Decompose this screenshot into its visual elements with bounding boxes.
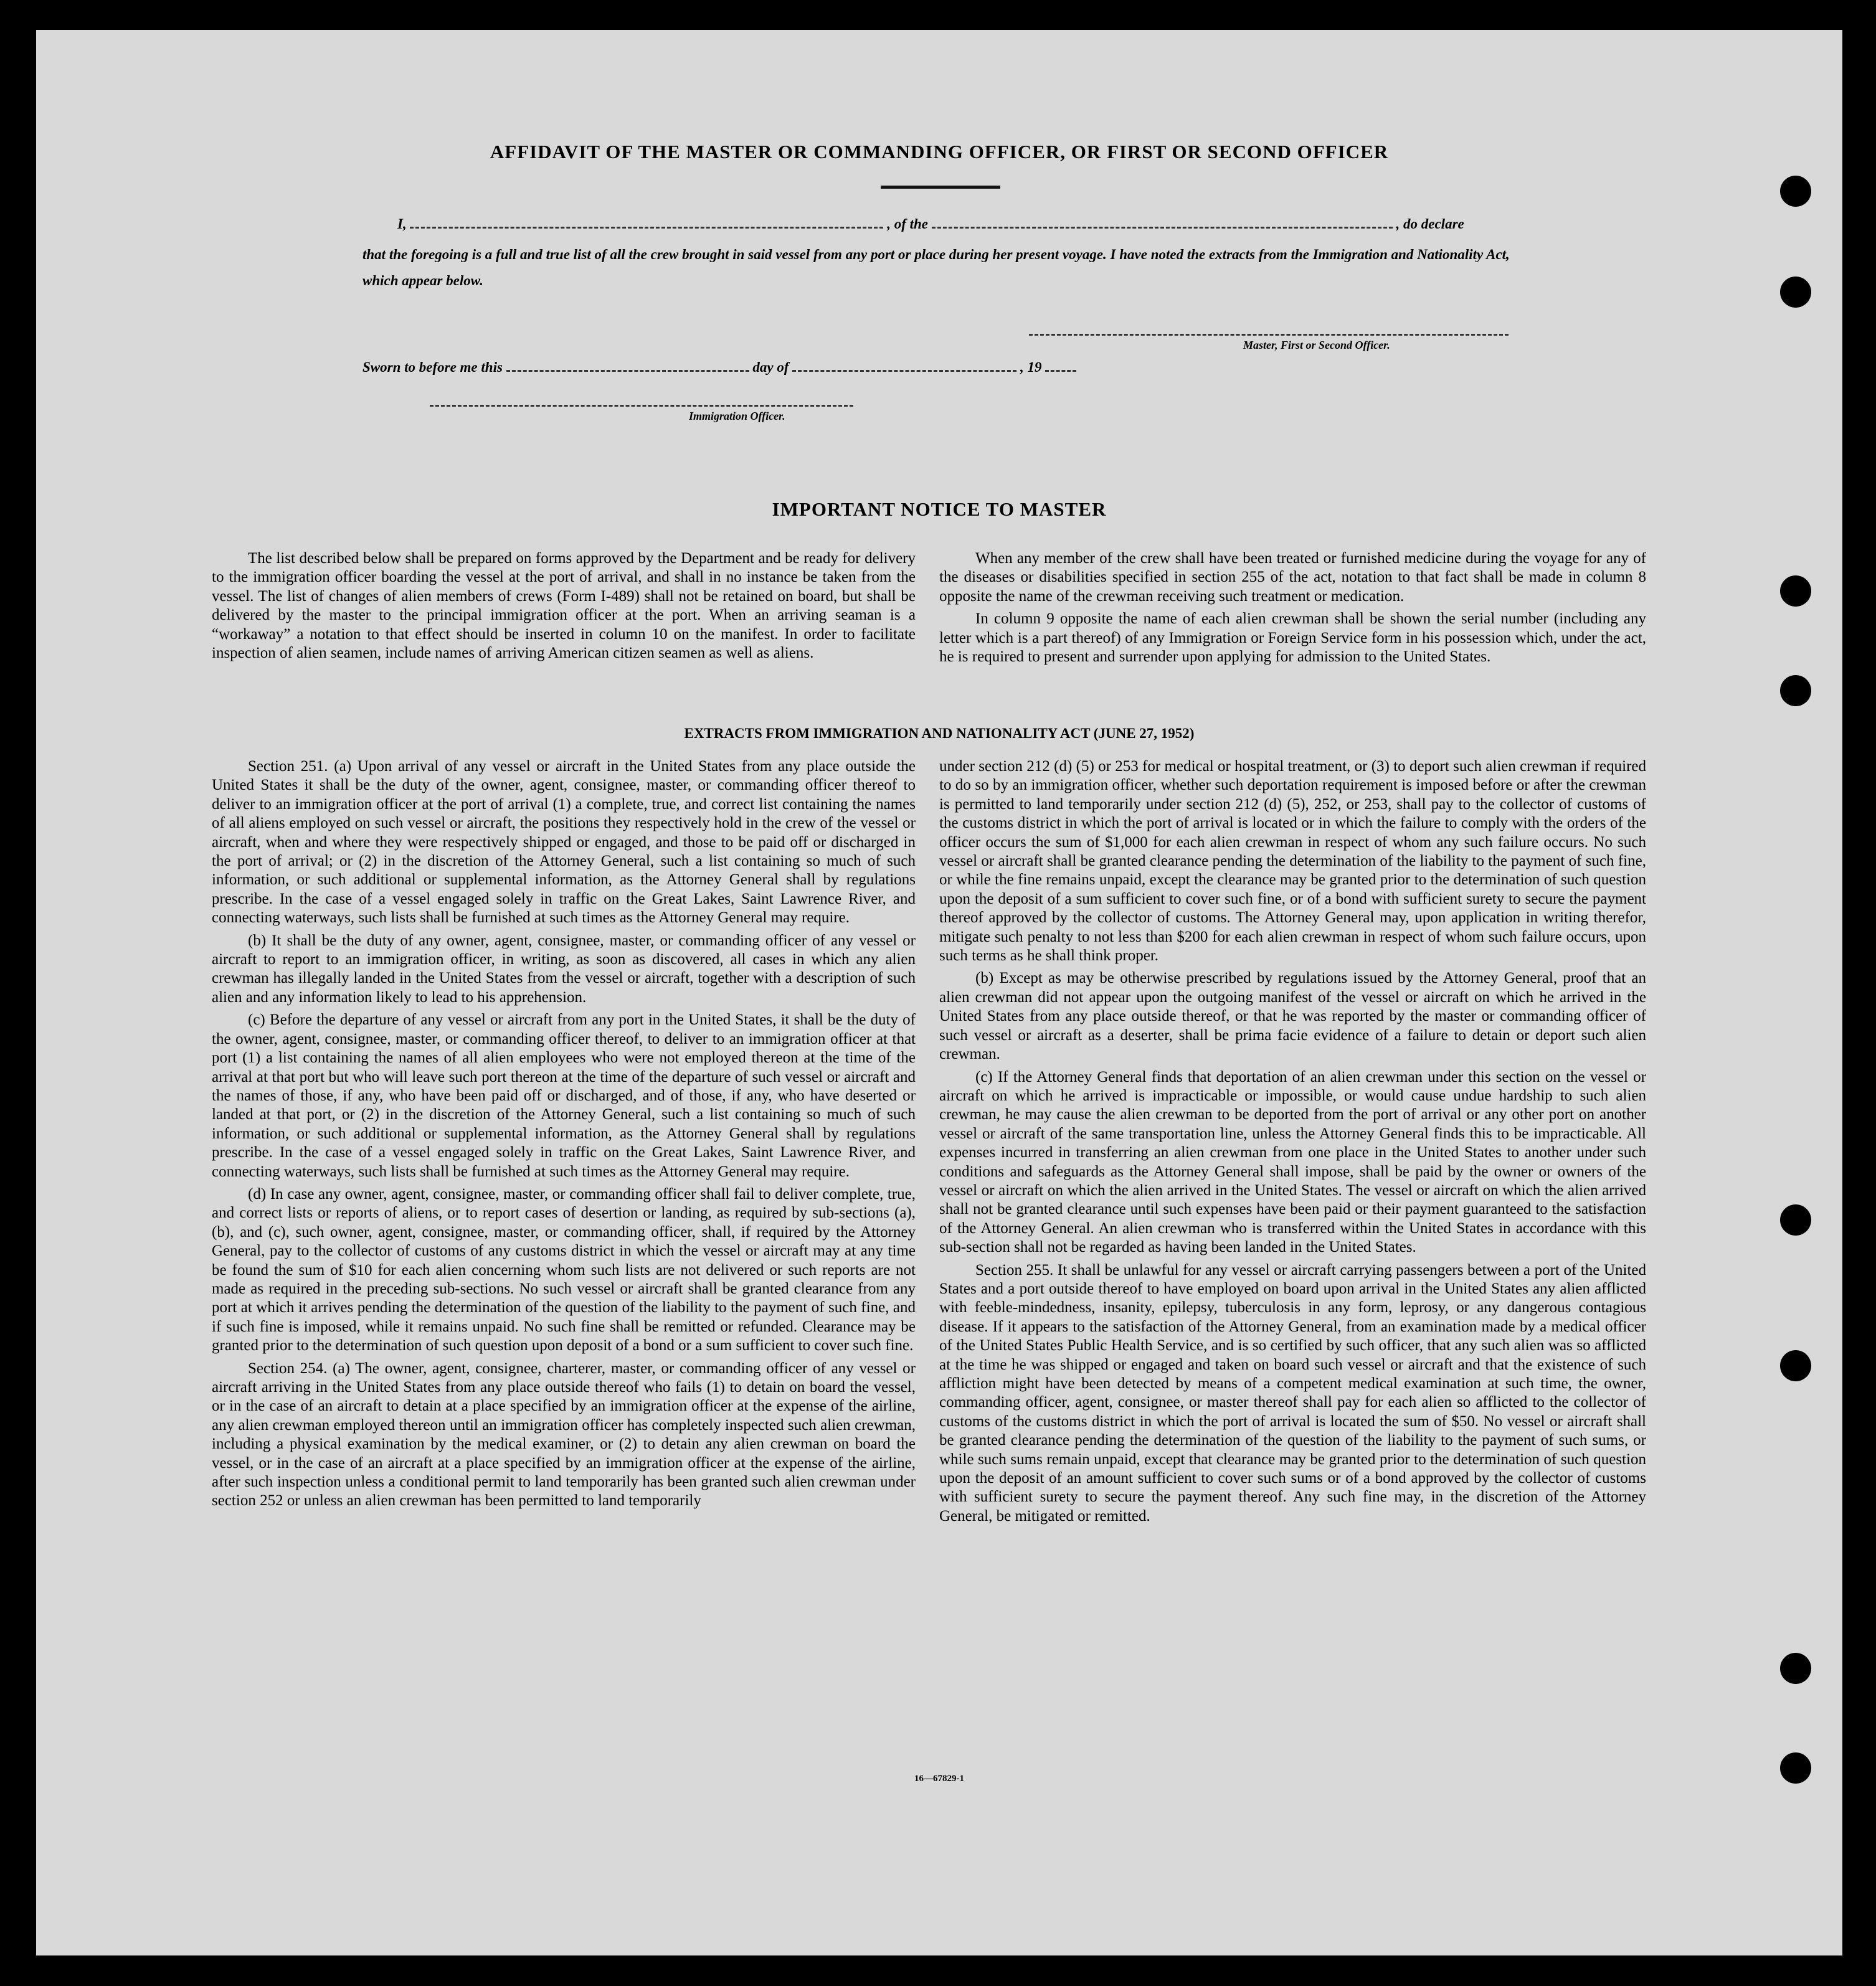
i-label: I, (397, 216, 407, 232)
notice-right-column (939, 549, 1646, 670)
document-sheet (36, 30, 1842, 1955)
month-field[interactable] (792, 357, 1016, 372)
year-field[interactable] (1045, 357, 1076, 372)
extract-paragraph: (b) It shall be the duty of any owner, agent, consignee, master, or commanding officer of any vessel or aircraft to report to an immigration officer, in writing, as soon as discovered, all cases in which any alien crewman has illegally landed in the United States from the vessel or aircraft, together with a description of such alien and any information likely to lead to his apprehension. (212, 932, 916, 1006)
declaration-line (397, 214, 1581, 232)
sworn-label: Sworn to before me this (362, 359, 503, 375)
punch-hole (1780, 277, 1811, 308)
extract-paragraph: Section 254. (a) The owner, agent, consignee, charterer, master, or commanding officer of any vessel or aircraft arriving in the United States from any place outside thereof who fails (1) to detain on board the vessel, or in the case of an aircraft to detain at a place specified by an immigration officer at the expense of the airline, any alien crewman employed thereon until an immigration officer has completely inspected such alien crewman, including a physical examination by the medical examiner, or (2) to detain any alien crewman on board the vessel, or in the case of an aircraft at a place specified by an immigration officer at the expense of the airline, after such inspection unless a conditional permit to land temporarily has been granted such alien crewman under section 252 or unless an alien crewman has been permitted to land temporarily (212, 1359, 916, 1510)
notice-left-paragraph: The list described below shall be prepared on forms approved by the Department and be ready for delivery to the immigration officer boarding the vessel at the port of arrival, and shall in no instance be taken from the vessel. The list of changes of alien members of crews (Form I-489) shall not be retained on board, but shall be delivered by the master to the principal immigration officer at the port. When an arriving seaman is a “workaway” a notation to that effect should be inserted in column 10 on the manifest. In order to facilitate inspection of alien seamen, include names of arriving American citizen seamen as well as aliens. (212, 550, 916, 662)
extracts-title: EXTRACTS FROM IMMIGRATION AND NATIONALITY ACT (JUNE 27, 1952) (684, 726, 1195, 741)
punch-hole (1780, 1204, 1811, 1236)
master-signature-field[interactable] (1029, 321, 1509, 336)
vessel-field[interactable] (932, 214, 1393, 229)
punch-hole (1780, 1350, 1811, 1381)
do-declare-label: , do declare (1396, 216, 1464, 232)
extracts-right-column (939, 757, 1646, 1530)
declaration-statement: that the foregoing is a full and true list of all the crew brought in said vessel from any port or place during her present voyage. I have noted the extracts from the Immigration and Nationality Act, which appear below. (362, 247, 1510, 288)
extract-paragraph: under section 212 (d) (5) or 253 for medical or hospital treatment, or (3) to deport such alien crewman if required to do so by an immigration officer, whether such deportation requirement is imposed before or after the crewman is permitted to land temporarily under section 212 (d) (5), 252, or 253, shall pay to the collector of customs of the customs district in which the port of arrival is located or in which the failure to comply with the orders of the officer occurs the sum of $1,000 for each alien crewman in respect of whom any such failure occurs. No such vessel or aircraft shall be granted clearance pending the determination of the liability to the payment of such fine, or while the fine remains unpaid, except the clearance may be granted prior to the determination of such question upon the deposit of a sum sufficient to cover such fine, or of a bond with sufficient surety to secure the payment thereof approved by the collector of customs. The Attorney General may, upon application in writing therefor, mitigate such penalty to not less than $200 for each alien crewman in respect of whom such failure occurs, upon such terms as he shall think proper. (939, 758, 1646, 965)
notice-right-paragraph-1: When any member of the crew shall have been treated or furnished medicine during the voyage for any of the diseases or disabilities specified in section 255 of the act, notation to that fact shall be made in column 8 opposite the name of the crewman receiving such treatment or medication. (939, 550, 1646, 605)
immigration-officer-label: Immigration Officer. (689, 410, 785, 422)
of-the-label: , of the (887, 216, 929, 232)
day-of-label: day of (752, 359, 789, 375)
extract-paragraph: Section 255. It shall be unlawful for any vessel or aircraft carrying passengers between a port of the United States and a port outside thereof to have employed on board upon arrival in the United States any alien afflicted with feeble-mindedness, insanity, epilepsy, tuberculosis in any form, leprosy, or any dangerous contagious disease. If it appears to the satisfaction of the Attorney General, from an examination made by a medical officer of the United States Public Health Service, and is so certified by such officer, that any such alien was so afflicted at the time he was shipped or engaged and taken on board such vessel or aircraft and that the existence of such affliction might have been detected by means of a competent medical examination at such time, the owner, commanding officer, agent, consignee, or master thereof shall pay for each alien so afflicted to the collector of customs of the customs district in which the port of arrival is located the sum of $50. No vessel or aircraft shall be granted clearance pending the determination of the question of the liability to the payment of such sums, or while such sums remain unpaid, except that clearance may be granted prior to the determination of such question upon the deposit of an amount sufficient to cover such sums or of a bond approved by the collector of customs with sufficient surety to secure the payment thereof. Any such fine may, in the discretion of the Attorney General, be mitigated or remitted. (939, 1261, 1646, 1525)
punch-hole (1780, 1653, 1811, 1684)
title-rule (881, 186, 1000, 189)
punch-hole (1780, 575, 1811, 607)
notice-right-paragraph-2: In column 9 opposite the name of each alien crewman shall be shown the serial number (including any letter which is a part thereof) of any Immigration or Foreign Service form in his possession which, under the act, he is required to present and surrender upon applying for admission to the United States. (939, 610, 1646, 666)
name-field[interactable] (410, 214, 883, 229)
extracts-left-column (212, 757, 916, 1515)
punch-hole (1780, 675, 1811, 706)
extract-paragraph: (d) In case any owner, agent, consignee, master, or commanding officer shall fail to deliver complete, true, and correct lists or reports of aliens, or to report cases of desertion or landing, as required by sub-sections (a), (b), and (c), such owner, agent, consignee, master, or commanding officer, shall, if required by the Attorney General, pay to the collector of customs of any customs district in which the vessel or aircraft may at any time be found the sum of $10 for each alien concerning whom such lists are not delivered or such reports are not made as required in the preceding sub-sections. No such vessel or aircraft shall be granted clearance from any port at which it arrives pending the determination of the question of the liability to the payment of such fine, and if such fine is imposed, while it remains unpaid. No such fine shall be remitted or refunded. Clearance may be granted prior to the determination of such question upon deposit of a bond or a sum sufficient to cover such fine. (212, 1185, 916, 1355)
extract-paragraph: (c) Before the departure of any vessel or aircraft from any port in the United States, it shall be the duty of the owner, agent, consignee, master, or commanding officer thereof, to deliver to an immigration officer at that port (1) a list containing the names of all alien employees who were not employed thereon at the time of the arrival at that port but who will leave such port thereon at the time of the departure of such vessel or aircraft and the names of those, if any, who have been paid off or discharged, and of those, if any, who have deserted or landed at that port, or (2) in the discretion of the Attorney General, such a list containing so much of such information, or such additional or supplemental information, as the Attorney General shall by regulations prescribe. In the case of a vessel engaged solely in traffic on the Great Lakes, Saint Lawrence River, and connecting waterways, such lists shall be furnished at such times as the Attorney General may require. (212, 1011, 916, 1180)
notice-title: IMPORTANT NOTICE TO MASTER (772, 498, 1107, 520)
immigration-officer-field[interactable] (430, 392, 853, 407)
day-field[interactable] (506, 357, 749, 372)
extract-paragraph: Section 251. (a) Upon arrival of any vessel or aircraft in the United States from any place outside the United States it shall be the duty of the owner, agent, consignee, master, or commanding officer thereof to deliver to an immigration officer at the port of arrival (1) a complete, true, and correct list containing the names of all aliens employed on such vessel or aircraft, the positions they respectively hold in the crew of the vessel or aircraft, when and where they were respectively shipped or engaged, and those to be paid off or discharged in the port of arrival; or (2) in the discretion of the Attorney General, such a list containing so much of such information, or such additional or supplemental information, as the Attorney General shall by regulations prescribe. In the case of a vessel engaged solely in traffic on the Great Lakes, Saint Lawrence River, and connecting waterways, such lists shall be furnished at such times as the Attorney General may require. (212, 758, 916, 927)
notice-left-column (212, 549, 916, 666)
sworn-line (362, 357, 1234, 376)
year-label: , 19 (1020, 359, 1042, 375)
extract-paragraph: (b) Except as may be otherwise prescribed by regulations issued by the Attorney General, proof that an alien crewman did not appear upon the outgoing manifest of the vessel or aircraft on which he arrived in the United States from any place outside thereof, or that he was reported by the master or commanding officer of such vessel or aircraft as a deserter, shall be prima facie evidence of a failure to detain or deport such alien crewman. (939, 970, 1646, 1063)
affidavit-title: AFFIDAVIT OF THE MASTER OR COMMANDING OFFICER, OR FIRST OR SECOND OFFICER (490, 141, 1389, 163)
extract-paragraph: (c) If the Attorney General finds that deportation of an alien crewman under this section on the vessel or aircraft on which he arrived is impracticable or impossible, or would cause undue hardship to such alien crewman, he may cause the alien crewman to be deported from the port of arrival or any other port on another vessel or aircraft of the same transportation line, unless the Attorney General finds this to be impracticable. All expenses incurred in transferring an alien crewman from one place in the United States to another under such conditions and safeguards as the Attorney General shall impose, shall be paid by the owner or owners of the vessel or aircraft on which the alien arrived in the United States. The vessel or aircraft on which the alien arrived shall not be granted clearance until such expenses have been paid or their payment guaranteed to the satisfaction of the Attorney General. An alien crewman who is transferred within the United States in accordance with this sub-section shall not be regarded as having been landed in the United States. (939, 1068, 1646, 1256)
master-signature-label: Master, First or Second Officer. (1243, 339, 1390, 351)
punch-hole (1780, 176, 1811, 207)
punch-hole (1780, 1752, 1811, 1784)
form-code: 16—67829-1 (914, 1774, 964, 1784)
